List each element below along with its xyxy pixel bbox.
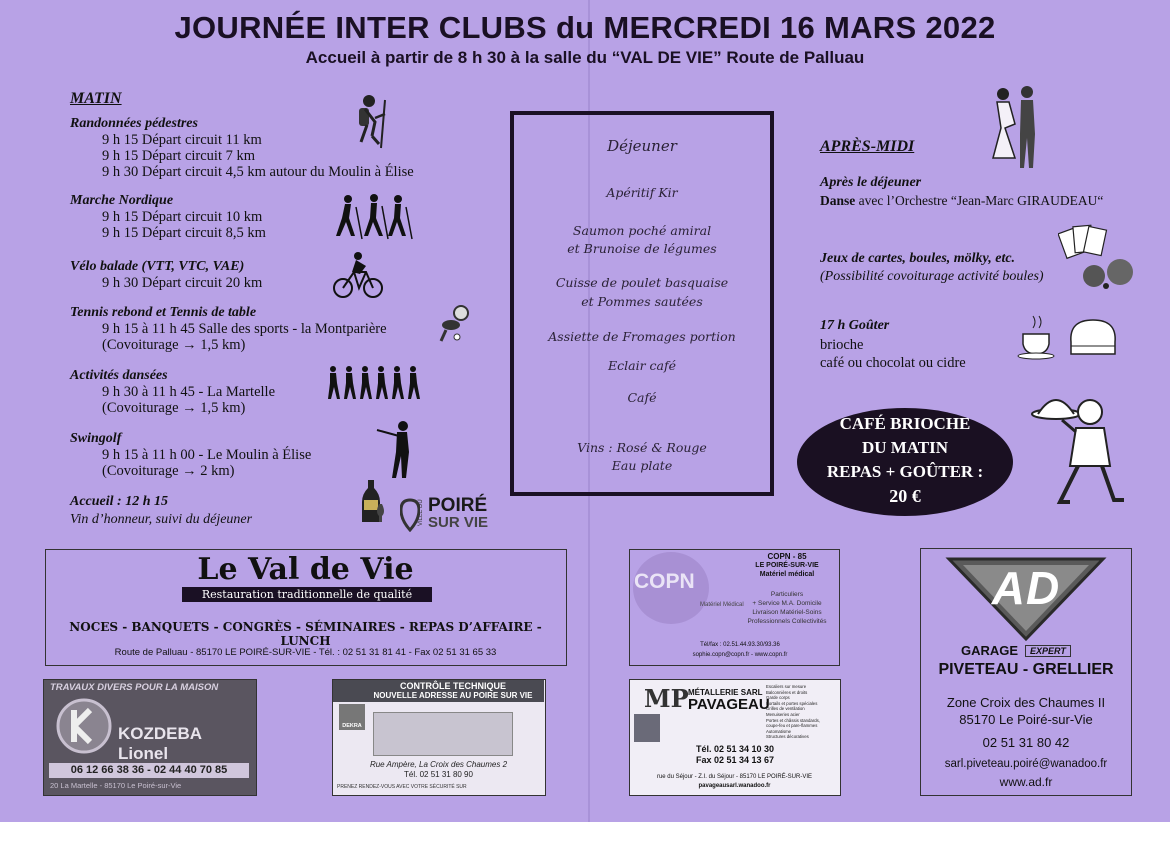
danse-line <box>820 192 1103 209</box>
randonnees-line-2: 9 h 15 Départ circuit 7 km <box>102 148 256 164</box>
swingolf-block <box>70 431 370 479</box>
randonnees-line-1: 9 h 15 Départ circuit 11 km <box>102 132 262 148</box>
marche-line-1: 9 h 15 Départ circuit 10 km <box>102 209 263 225</box>
copn-service-4: Professionnels Collectivités <box>747 618 827 625</box>
copn-subtitle: Matériel médical <box>759 571 815 578</box>
accueil-title: Accueil : 12 h 15 <box>70 494 168 509</box>
marche-title: Marche Nordique <box>70 193 174 208</box>
swingolf-line-2: (Covoiturage → 2 km) <box>102 463 235 479</box>
jeux-line: (Possibilité covoiturage activité boules) <box>820 269 1044 284</box>
copn-phone: Tél/fax : 02.51.44.93.30/93.36 <box>700 642 780 648</box>
tennis-title: Tennis rebond et Tennis de table <box>70 305 257 320</box>
swingolf-title: Swingolf <box>70 431 122 446</box>
danses-line-2: (Covoiturage → 1,5 km) <box>102 400 246 416</box>
copn-service-3: Livraison Matériel-Soins <box>752 609 822 616</box>
page-subtitle: Accueil à partir de 8 h 30 à la salle du “VAL DE VIE” Route de Palluau <box>305 48 865 67</box>
ad-expert-tag: EXPERT <box>1025 645 1071 657</box>
kozdeba-logo-icon <box>54 696 114 756</box>
poire-logo-small: VILLE DU <box>418 499 424 526</box>
matin-heading: MATIN <box>70 90 122 107</box>
ad-garage <box>920 548 1132 796</box>
ad-address-2: 85170 Le Poiré-sur-Vie <box>959 712 1093 727</box>
ad-pavageau <box>629 679 841 796</box>
velo-block <box>70 259 370 291</box>
gouter-title: 17 h Goûter <box>820 318 890 333</box>
copn-logo: COPN <box>634 570 695 593</box>
pavageau-logo: MP <box>644 684 689 713</box>
dancing-couple-icon <box>985 84 1047 172</box>
danses-line-1: 9 h 30 à 11 h 45 - La Martelle <box>102 384 276 400</box>
menu-item-poulet: Cuisse de poulet basquaise <box>555 275 729 290</box>
copn-email: sophie.copn@copn.fr - www.copn.fr <box>692 652 788 658</box>
apres-midi-heading: APRÈS-MIDI <box>820 138 915 155</box>
ct-footer: PRENEZ RENDEZ-VOUS AVEC VOTRE SÉCURITÉ SUR <box>337 784 467 790</box>
pavageau-service-2: Balconnières et droits <box>766 689 808 695</box>
pavageau-fax: Fax 02 51 34 13 67 <box>695 755 775 765</box>
badge-line-2: DU MATIN <box>861 438 949 457</box>
pavageau-service-5: Grilles de ventilation <box>766 706 805 712</box>
golfer-icon <box>375 418 421 480</box>
coffee-brioche-icon <box>1015 312 1123 362</box>
valdevie-address: Route de Palluau - 85170 LE POIRÉ-SUR-VIE - Tél. : 02 51 31 81 41 - Fax 02 51 31 65 33 <box>114 647 497 658</box>
randonnees-line-3: 9 h 30 Départ circuit 4,5 km autour du Moulin à Élise <box>102 164 414 180</box>
kozdeba-banner: TRAVAUX DIVERS POUR LA MAISON <box>50 682 219 693</box>
swingolf-line-1: 9 h 15 à 11 h 00 - Le Moulin à Élise <box>102 447 312 463</box>
table-tennis-icon <box>437 303 473 345</box>
velo-title: Vélo balade (VTT, VTC, VAE) <box>70 259 245 274</box>
hiker-icon <box>345 92 395 152</box>
gouter-line-1: brioche <box>820 337 864 353</box>
pavageau-service-3: Garde corps <box>766 695 790 701</box>
poire-logo-line2: SUR VIE <box>428 514 489 531</box>
valdevie-services: NOCES - BANQUETS - CONGRÈS - SÉMINAIRES - REPAS D’AFFAIRE - LUNCH <box>69 620 542 648</box>
cards-icon <box>1058 224 1142 292</box>
badge-line-1: CAFÉ BRIOCHE <box>839 414 971 433</box>
champagne-icon <box>358 478 392 524</box>
pavageau-name: PAVAGEAU <box>688 696 770 713</box>
menu-item-cafe: Café <box>627 390 657 405</box>
ad-logo: AD <box>991 562 1061 614</box>
ad-copn <box>629 549 840 666</box>
dejeuner-menu <box>510 111 774 496</box>
marche-line-2: 9 h 15 Départ circuit 8,5 km <box>102 225 266 241</box>
copn-title: COPN - 85 <box>767 552 807 561</box>
copn-city: LE POIRÉ-SUR-VIE <box>755 562 819 569</box>
ct-address: Rue Ampère, La Croix des Chaumes 2 <box>369 760 508 769</box>
pavageau-service-9: Automatisme <box>766 728 792 734</box>
pavageau-service-6: Menuiseries acier <box>766 711 800 717</box>
marche-block <box>70 193 370 241</box>
randonnees-title: Randonnées pédestres <box>70 116 198 131</box>
danse-bold: Danse <box>820 193 856 208</box>
tennis-line-2: (Covoiturage → 1,5 km) <box>102 337 246 353</box>
ad-garage-label: GARAGE <box>961 643 1019 658</box>
gouter-line-2: café ou chocolat ou cidre <box>820 355 966 371</box>
ct-title: CONTRÔLE TECHNIQUE <box>399 681 506 691</box>
accueil-block <box>70 494 370 528</box>
menu-item-pommes: et Pommes sautées <box>581 294 703 309</box>
pavageau-phone: Tél. 02 51 34 10 30 <box>695 744 775 754</box>
ad-email: sarl.piveteau.poiré@wanadoo.fr <box>944 758 1108 770</box>
tennis-block <box>70 305 450 353</box>
kozdeba-phones: 06 12 66 38 36 - 02 44 40 70 85 <box>49 763 249 778</box>
velo-line-1: 9 h 30 Départ circuit 20 km <box>102 275 263 291</box>
pavageau-service-1: Escaliers sur mesure <box>766 684 807 689</box>
menu-item-fromages: Assiette de Fromages portion <box>548 329 736 344</box>
kozdeba-address: 20 La Martelle - 85170 Le Poiré-sur-Vie <box>50 781 182 790</box>
pavageau-service-10: Structures décoratives <box>766 734 809 740</box>
bicycle-icon <box>332 250 384 300</box>
kozdeba-name: KOZDEBA Lionel <box>118 724 202 763</box>
badge-price: 20 € <box>889 486 921 506</box>
accueil-line: Vin d’honneur, suivi du déjeuner <box>70 512 253 527</box>
tennis-line-1: 9 h 15 à 11 h 45 Salle des sports - la Montparière <box>102 321 387 337</box>
menu-item-saumon: Saumon poché amiral <box>572 223 712 238</box>
danse-title: Après le déjeuner <box>820 175 922 190</box>
menu-item-eclair: Eclair café <box>608 358 676 373</box>
ad-web: www.ad.fr <box>999 775 1053 789</box>
menu-item-vins: Vins : Rosé & Rouge <box>577 440 707 455</box>
ct-building-photo <box>373 712 513 756</box>
ct-phone: Tél. 02 51 31 80 90 <box>404 770 473 779</box>
ct-subtitle: NOUVELLE ADRESSE AU POIRE SUR VIE <box>373 691 533 700</box>
danses-title: Activités dansées <box>70 368 168 383</box>
pear-logo-icon <box>400 498 420 532</box>
menu-title: Déjeuner <box>607 137 677 155</box>
badge-line-3: REPAS + GOÛTER : <box>826 462 984 481</box>
randonnees-block <box>70 116 470 180</box>
copn-service-2: + Service M.A. Domicile <box>752 600 822 607</box>
pavageau-services <box>766 684 820 740</box>
dancers-icon <box>325 365 425 401</box>
pavageau-address: rue du Séjour - Z.I. du Séjour - 85170 LE POIRÉ-SUR-VIE <box>656 774 813 780</box>
waiter-icon <box>1028 382 1132 514</box>
valdevie-tagline: Restauration traditionnelle de qualité <box>182 587 432 602</box>
pavageau-service-4: Portails et portes spéciales <box>766 700 818 706</box>
ad-kozdeba <box>43 679 257 796</box>
ct-brand: DEKRA <box>339 704 365 730</box>
copn-services <box>735 590 839 626</box>
ad-valdevie <box>45 549 567 666</box>
pavageau-service-8: coupe-feu et pare-flammes <box>766 723 818 729</box>
ad-controle-technique <box>332 679 546 796</box>
menu-item-eau: Eau plate <box>611 458 673 473</box>
jeux-title: Jeux de cartes, boules, mölky, etc. <box>820 251 1016 266</box>
copn-logo-sub: Matériel Médical <box>700 602 744 608</box>
menu-item-brunoise: et Brunoise de légumes <box>567 241 717 256</box>
page-title: JOURNÉE INTER CLUBS du MERCREDI 16 MARS 2022 <box>174 10 996 45</box>
poire-sur-vie-logo <box>400 496 500 536</box>
nordic-walkers-icon <box>334 193 418 241</box>
copn-service-1: Particuliers <box>770 591 804 598</box>
pavageau-service-7: Portes et châssis standards, <box>766 717 820 723</box>
ad-phone: 02 51 31 80 42 <box>982 735 1070 750</box>
danse-rest: avec l’Orchestre “Jean-Marc GIRAUDEAU“ <box>855 193 1104 208</box>
poire-logo-line1: POIRÉ <box>428 495 488 516</box>
price-badge <box>797 408 1013 516</box>
valdevie-name: Le Val de Vie <box>197 552 414 587</box>
pavageau-email: pavageausarl.wanadoo.fr <box>698 783 771 789</box>
ad-address-1: Zone Croix des Chaumes II <box>946 695 1106 710</box>
menu-item-aperitif: Apéritif Kir <box>606 185 678 200</box>
pavageau-photo <box>634 714 660 742</box>
ad-name: PIVETEAU - GRELLIER <box>938 661 1114 678</box>
pavageau-top: MÉTALLERIE SARL <box>688 688 763 697</box>
